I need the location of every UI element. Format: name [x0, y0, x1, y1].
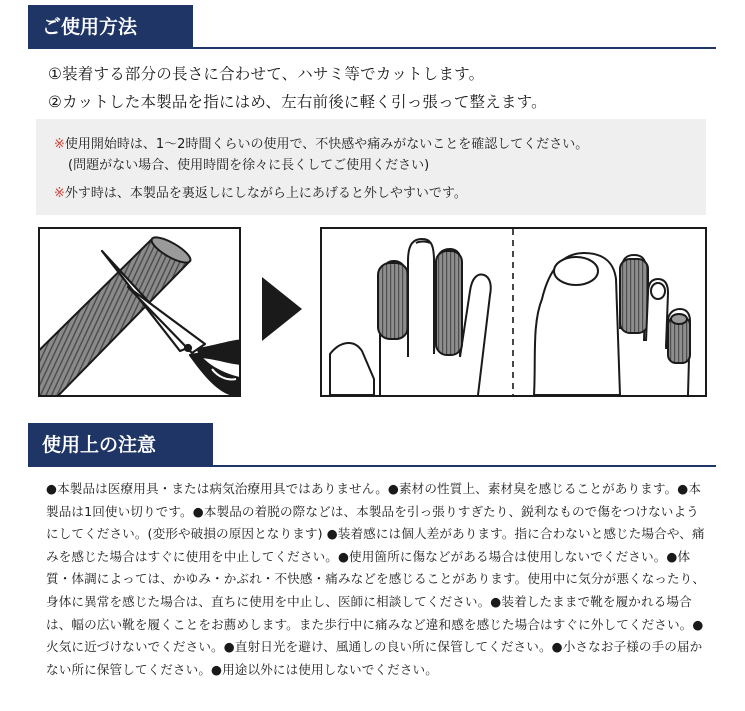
big-toenail	[554, 257, 598, 285]
foot-sleeve-1	[620, 259, 648, 333]
note-mark: ※	[54, 186, 65, 201]
usage-step-1: ①装着する部分の長さに合わせて、ハサミ等でカットします。	[48, 65, 485, 83]
hand-sleeve-2	[436, 251, 462, 355]
note-1-text: 使用開始時は、1〜2時間くらいの使用で、不快感や痛みがないことを確認してください。	[64, 137, 589, 152]
hand-sleeve-1	[378, 263, 408, 339]
cautions-text: ●本製品は医療用具・または病気治療用具ではありません。●素材の性質上、素材臭を感じることがあります。●本製品は1回使い切りです。●本製品の着脱の際などは、本製品を引っ張りすぎたり、鋭利なもので傷をつけないようにしてください。(変形や破損の原因となります) ●装着感には個人差があります。指に合わないと感じた場合や、痛みを感じた場合はすぐに使用を中止してください。●使用箇所に傷などがある場合は使用しないでください。●体質・体調によっては、かゆみ・かぶれ・不快感・痛みなどを感じることがあります。使用中に気分が悪くなったり、身体に異常を感じた場合は、直ちに使用を中止し、医師に相談してください。●装着したままで靴を履かれる場合は、幅の広い靴を履くことをお薦めします。また歩行中に痛みなど違和感を感じた場合はすぐに外してください。●火気に近づけないでください。●直射日光を避け、風通しの良い所に保管してください。●小さなお子様の手の届かない所に保管してください。●用途以外には使用しないでください。	[46, 481, 706, 677]
note-mark: ※	[54, 137, 65, 152]
note-2-text: 外す時は、本製品を裏返しにしながら上にあげると外しやすいです。	[64, 186, 467, 201]
usage-step-2: ②カットした本製品を指にはめ、左右前後に軽く引っ張って整えます。	[48, 93, 547, 111]
usage-heading-rule	[28, 47, 716, 49]
tube-icon	[40, 233, 194, 395]
notes-box	[36, 119, 706, 215]
note-1-line-2: (問題がない場合、使用時間を徐々に長くしてご使用ください)	[68, 158, 430, 173]
usage-heading: ご使用方法	[28, 5, 193, 49]
note-2	[54, 182, 467, 201]
wearing-illustration	[320, 227, 707, 397]
arrow-right-icon	[262, 277, 302, 341]
cautions-heading-rule	[28, 465, 716, 467]
note-1-line-1	[54, 133, 588, 152]
cutting-illustration	[38, 227, 241, 397]
cautions-heading: 使用上の注意	[28, 423, 213, 467]
hand-icon	[330, 239, 491, 395]
foot-icon	[534, 253, 690, 395]
